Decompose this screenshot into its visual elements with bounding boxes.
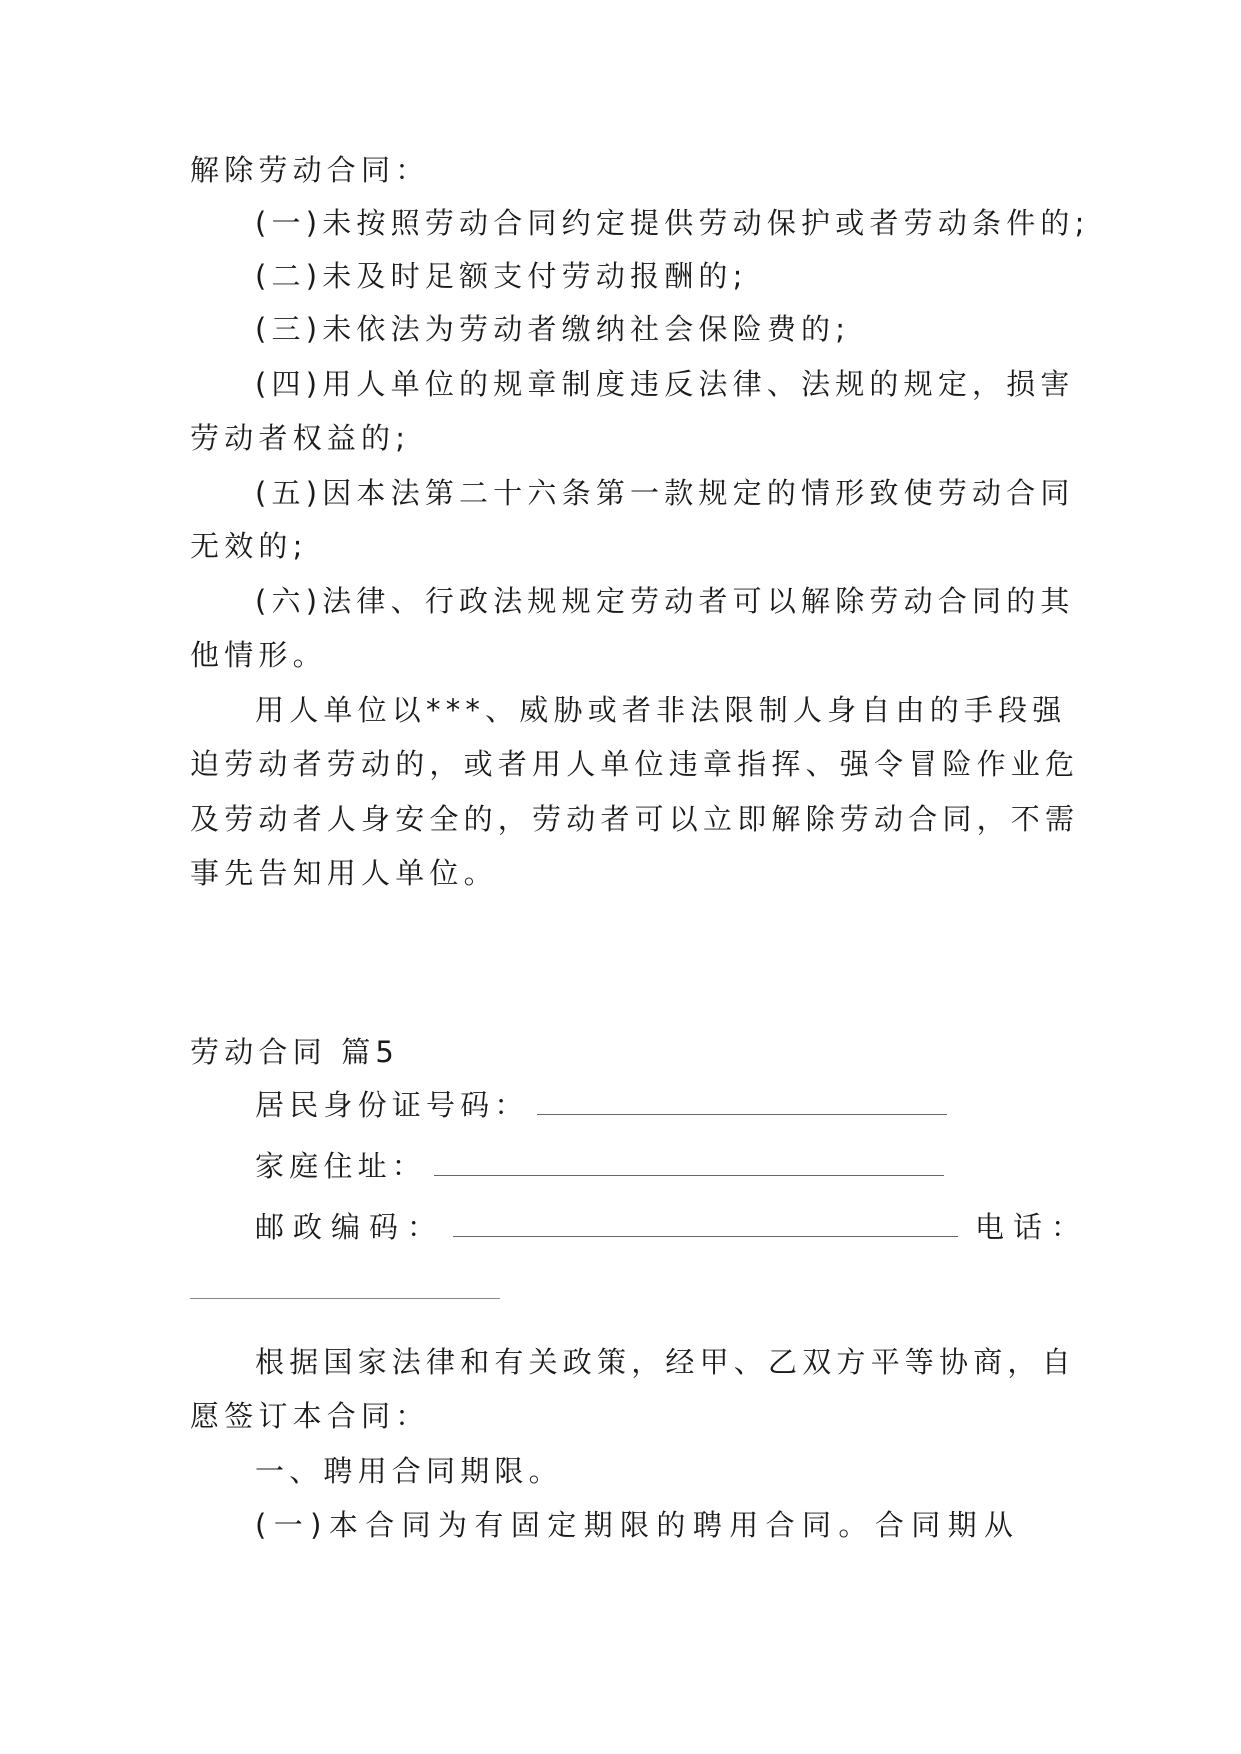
- text-line-21: 愿签订本合同：: [190, 1399, 430, 1433]
- text-line-11: 用人单位以***、威胁或者非法限制人身自由的手段强: [255, 693, 1067, 727]
- text-line-2: (一)未按照劳动合同约定提供劳动保护或者劳动条件的;: [255, 206, 1090, 240]
- phone-label: 电话：: [975, 1210, 1090, 1244]
- text-line-6: 劳动者权益的;: [190, 421, 411, 455]
- text-line-23: (一)本合同为有固定期限的聘用合同。合同期从: [255, 1508, 1021, 1542]
- id-number-blank: [537, 1092, 947, 1115]
- id-number-row: [255, 1085, 947, 1125]
- text-line-12: 迫劳动者劳动的，或者用人单位违章指挥、强令冒险作业危: [190, 747, 1080, 781]
- text-line-9: (六)法律、行政法规规定劳动者可以解除劳动合同的其: [255, 584, 1075, 618]
- address-row: [255, 1146, 944, 1186]
- text-line-3: (二)未及时足额支付劳动报酬的;: [255, 259, 748, 293]
- section-heading: 劳动合同 篇5: [190, 1035, 400, 1069]
- postcode-row: [255, 1207, 958, 1247]
- text-line-7: (五)因本法第二十六条第一款规定的情形致使劳动合同: [255, 476, 1075, 510]
- text-line-13: 及劳动者人身安全的，劳动者可以立即解除劳动合同，不需: [190, 802, 1080, 836]
- text-line-8: 无效的;: [190, 529, 308, 563]
- postcode-blank: [453, 1214, 958, 1237]
- text-line-1: 解除劳动合同：: [190, 153, 430, 187]
- text-line-20: 根据国家法律和有关政策，经甲、乙双方平等协商，自: [255, 1345, 1076, 1379]
- postcode-label: 邮政编码：: [255, 1210, 446, 1244]
- address-blank: [434, 1153, 944, 1176]
- text-line-22: 一、聘用合同期限。: [255, 1454, 563, 1488]
- text-line-5: (四)用人单位的规章制度违反法律、法规的规定，损害: [255, 367, 1075, 401]
- text-line-14: 事先告知用人单位。: [190, 856, 498, 890]
- phone-blank: [190, 1298, 500, 1299]
- id-number-label: 居民身份证号码：: [255, 1088, 529, 1122]
- address-label: 家庭住址：: [255, 1149, 427, 1183]
- text-line-4: (三)未依法为劳动者缴纳社会保险费的;: [255, 312, 851, 346]
- text-line-10: 他情形。: [190, 638, 327, 672]
